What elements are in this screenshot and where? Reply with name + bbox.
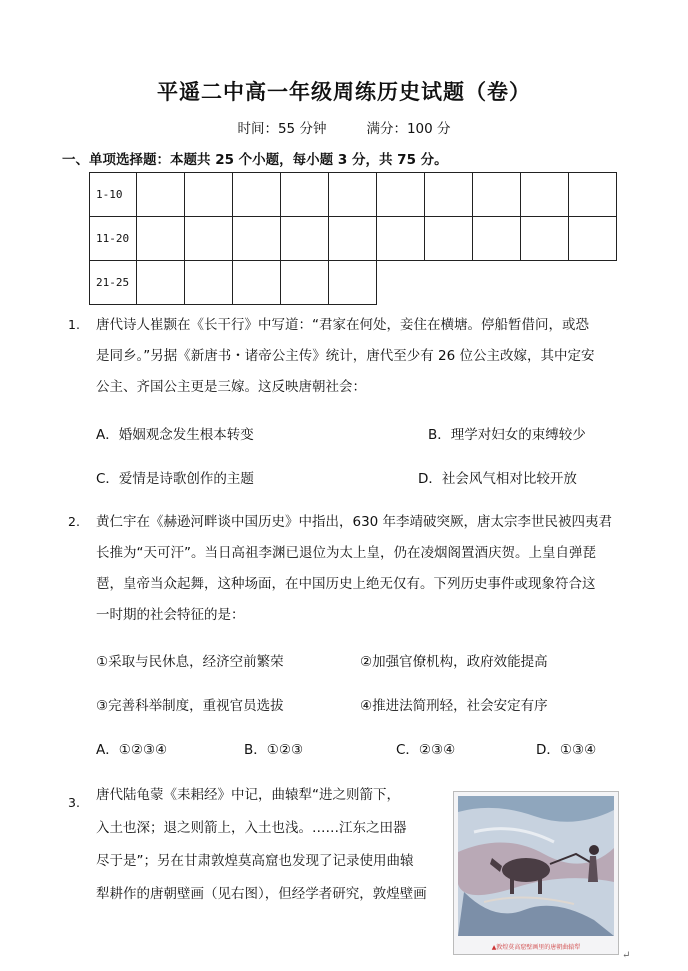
answer-row-label: 21-25: [90, 261, 137, 305]
option-b[interactable]: B．①②③: [244, 742, 304, 758]
question-stem: [96, 310, 636, 403]
answer-cell[interactable]: [329, 217, 377, 261]
answer-cell[interactable]: [185, 217, 233, 261]
answer-cell[interactable]: [569, 217, 617, 261]
answer-cell[interactable]: [281, 261, 329, 305]
stem-line: 入土也深；退之则箭上，入土也浅。……江东之田器: [96, 820, 407, 836]
time-label: 时间：55 分钟: [237, 121, 327, 137]
exam-title: 平遥二中高一年级周练历史试题（卷）: [157, 80, 531, 104]
statement-3: ③完善科举制度，重视官员选拔: [96, 698, 284, 714]
stem-line: 琶，皇帝当众起舞，这种场面，在中国历史上绝无仅有。下列历史事件或现象符合这: [96, 576, 596, 592]
answer-cell[interactable]: [281, 173, 329, 217]
option-d[interactable]: D．社会风气相对比较开放: [418, 471, 577, 487]
answer-cell[interactable]: [281, 217, 329, 261]
answer-row: [90, 173, 617, 217]
answer-row: [90, 217, 617, 261]
question-stem: [96, 779, 446, 911]
answer-cell[interactable]: [425, 173, 473, 217]
mural-image: [453, 791, 619, 955]
statement-4: ④推进法简刑轻，社会安定有序: [360, 698, 548, 714]
return-mark-icon: ↵: [622, 950, 631, 961]
answer-row: [90, 261, 617, 305]
stem-line: 是同乡。”另据《新唐书・诸帝公主传》统计，唐代至少有 26 位公主改嫁，其中定安: [96, 348, 595, 364]
stem-line: 黄仁宇在《赫逊河畔谈中国历史》中指出，630 年李靖破突厥，唐太宗李世民被四夷君: [96, 514, 613, 530]
answer-cell[interactable]: [137, 261, 185, 305]
option-a[interactable]: A．婚姻观念发生根本转变: [96, 427, 254, 443]
answer-cell[interactable]: [425, 217, 473, 261]
answer-row-label: 11-20: [90, 217, 137, 261]
score-label: 满分：100 分: [366, 121, 451, 137]
option-c[interactable]: C．爱情是诗歌创作的主题: [96, 471, 254, 487]
question-stem: [96, 507, 636, 631]
statement-2: ②加强官僚机构，政府效能提高: [360, 654, 548, 670]
answer-cell[interactable]: [521, 173, 569, 217]
answer-cell[interactable]: [329, 173, 377, 217]
answer-cell[interactable]: [521, 217, 569, 261]
stem-line: 一时期的社会特征的是：: [96, 607, 245, 623]
stem-line: 唐代陆龟蒙《耒耜经》中记，曲辕犁“进之则箭下，: [96, 787, 400, 803]
option-d[interactable]: D．①③④: [536, 742, 597, 758]
answer-cell[interactable]: [233, 261, 281, 305]
question-number: 3.: [68, 795, 80, 810]
answer-row-label: 1-10: [90, 173, 137, 217]
statement-1: ①采取与民休息，经济空前繁荣: [96, 654, 284, 670]
stem-line: 尽于是”；另在甘肃敦煌莫高窟也发现了记录使用曲辕: [96, 853, 414, 869]
ox-plough-mural-icon: [454, 792, 618, 940]
option-b[interactable]: B．理学对妇女的束缚较少: [428, 427, 586, 443]
answer-cell[interactable]: [569, 173, 617, 217]
answer-cell[interactable]: [137, 173, 185, 217]
option-c[interactable]: C．②③④: [396, 742, 456, 758]
answer-cell[interactable]: [377, 173, 425, 217]
answer-cell[interactable]: [185, 261, 233, 305]
stem-line: 长推为“天可汗”。当日高祖李渊已退位为太上皇，仍在凌烟阁置酒庆贺。上皇自弹琵: [96, 545, 596, 561]
stem-line: 唐代诗人崔颢在《长干行》中写道：“君家在何处，妾住在横塘。停船暂借问，或恐: [96, 317, 589, 333]
answer-cell[interactable]: [473, 173, 521, 217]
option-a[interactable]: A．①②③④: [96, 742, 168, 758]
answer-cell[interactable]: [233, 217, 281, 261]
answer-cell[interactable]: [233, 173, 281, 217]
stem-line: 公主、齐国公主更是三嫁。这反映唐朝社会：: [96, 379, 366, 395]
exam-meta: [0, 117, 688, 137]
answer-grid: [89, 172, 617, 305]
answer-cell[interactable]: [377, 217, 425, 261]
figure-caption: ▲敦煌莫高窟壁画里的唐朝曲辕犁: [491, 944, 581, 951]
answer-cell[interactable]: [137, 217, 185, 261]
answer-cell[interactable]: [329, 261, 377, 305]
answer-cell[interactable]: [185, 173, 233, 217]
answer-cell[interactable]: [473, 217, 521, 261]
section-heading: 一、单项选择题：本题共 25 个小题，每小题 3 分，共 75 分。: [62, 152, 448, 168]
stem-line: 犁耕作的唐朝壁画（见右图），但经学者研究，敦煌壁画: [96, 886, 427, 902]
question-number: 1.: [68, 317, 80, 332]
question-number: 2.: [68, 514, 80, 529]
